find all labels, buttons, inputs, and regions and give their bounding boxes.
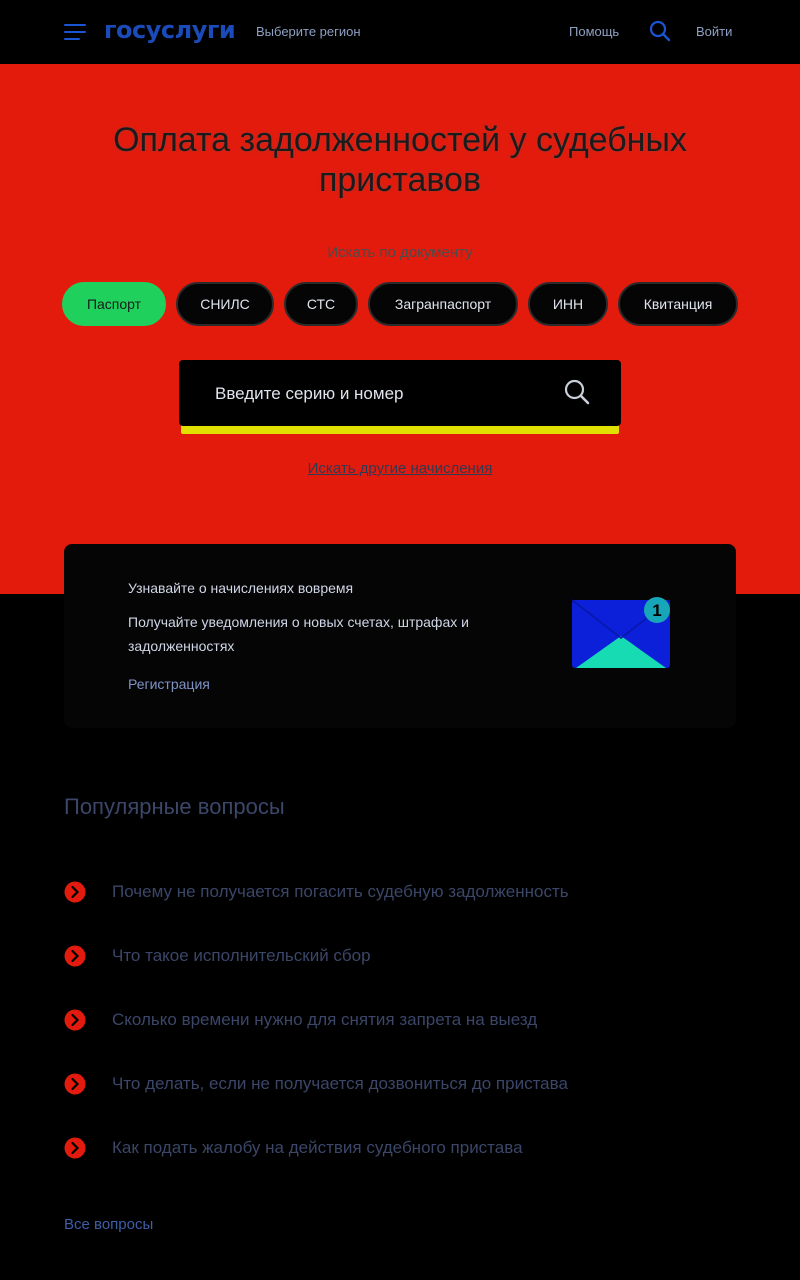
search-by-label: Искать по документу [327,244,473,261]
faq-item[interactable] [64,1004,736,1036]
card-title: Узнавайте о начислениях вовремя [128,580,354,596]
search-icon[interactable] [563,378,591,406]
faq-item[interactable] [64,876,736,908]
all-questions-link[interactable]: Все вопросы [64,1216,154,1233]
faq-item-label: Сколько времени нужно для снятия запрета на выезд [112,1010,538,1029]
faq-title: Популярные вопросы [64,794,285,819]
chevron-right-icon [64,945,86,967]
chevron-right-icon [64,1009,86,1031]
page-title: Оплата задолженностей у судебных приставов [113,121,687,199]
notification-badge: 1 [652,601,662,620]
chevron-right-icon [64,1137,86,1159]
chevron-right-icon [64,881,86,903]
chip-passport[interactable]: Паспорт [62,282,166,326]
registration-link[interactable]: Регистрация [128,676,210,692]
chip-foreign-passport[interactable]: Загранпаспорт [368,282,518,326]
faq-item-label: Что такое исполнительский сбор [112,946,371,965]
help-link[interactable]: Помощь [569,24,620,39]
chip-inn[interactable]: ИНН [528,282,608,326]
logo[interactable]: госуслуги [104,16,236,44]
faq-item-label: Почему не получается погасить судебную задолженность [112,882,569,901]
faq-item-label: Как подать жалобу на действия судебного пристава [112,1138,523,1157]
region-selector[interactable]: Выберите регион [256,24,361,39]
card-text: Получайте уведомления о новых счетах, штрафах и задолженностях [128,614,469,654]
envelope-icon [572,596,676,672]
chevron-right-icon [64,1073,86,1095]
notification-card [64,544,736,728]
faq-item-label: Что делать, если не получается дозвониться до пристава [112,1074,568,1093]
document-number-input[interactable] [213,380,557,408]
header [0,0,800,64]
chip-sts[interactable]: СТС [284,282,358,326]
faq-item[interactable] [64,940,736,972]
faq-item[interactable] [64,1132,736,1164]
chip-snils[interactable]: СНИЛС [176,282,274,326]
other-charges-link[interactable]: Искать другие начисления [307,460,493,477]
document-search-box [179,360,621,426]
faq-item[interactable] [64,1068,736,1100]
search-icon[interactable] [648,19,672,43]
login-link[interactable]: Войти [696,24,733,39]
chip-receipt[interactable]: Квитанция [618,282,738,326]
menu-icon[interactable] [64,24,86,40]
